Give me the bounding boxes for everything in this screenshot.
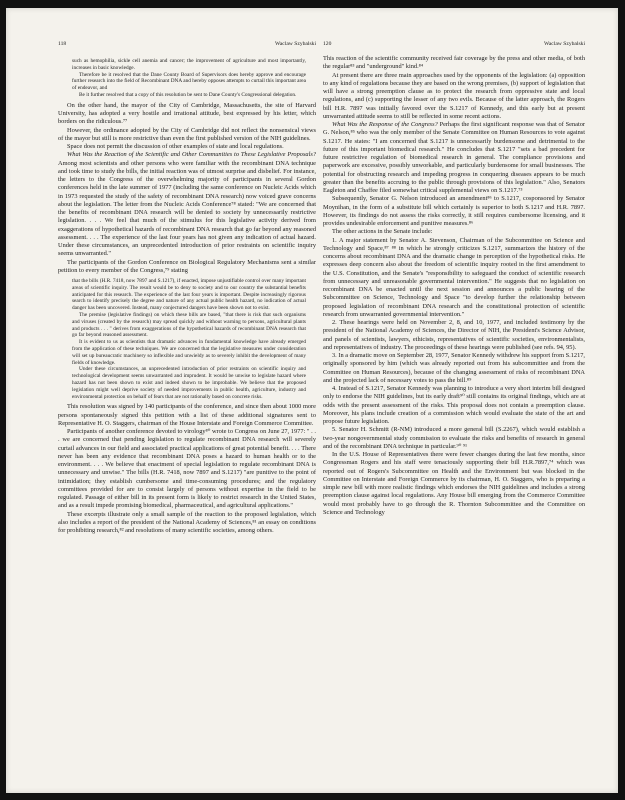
paragraph: 3. In a dramatic move on September 28, 1977, Senator Kennedy withdrew his support from S.1217, originally sponsored by him (which was already reported out from his subcommittee and from the Committee on Human Resources), because of the changing assessment of risks of recombinant DNA and the projected lack of necessary votes to pass the bill.⁸⁹ xyxy=(323,352,585,384)
quote-paragraph: Under these circumstances, an unprecedented introduction of prior restraints on scientific inquiry and technological development seems unwarranted and imprudent. It would be unwise to legislate hazard where hazard has not been shown to exist and indeed shown to be improbable. We believe that the proposed legislation might well deprive society of needed improvements in public health, agriculture, industry and environmental protection on behalf of fears that are not rationally based on concrete risks. xyxy=(72,366,306,400)
paragraph: The other actions in the Senate include: xyxy=(332,228,433,236)
paragraph-with-section-lead xyxy=(323,121,585,195)
paragraph: 1. A major statement by Senator A. Stevenson, Chairman of the Subcommittee on Science and Technology and Space,⁸⁷ ⁸⁸ in which he strongly criticizes S.1217, summarizes the history of the concerns about recombinant DNA and the dramatic change in perception of the hypothetical risks. He expresses deep concern also about the freedom of scientific inquiry rooted in the first amendment to the U.S. Constitution, and the Senate's "responsibility to safeguard the conduct of scientific research from unnecessary and unreasonable governmental intervention." He suggests that no legislation on recombinant DNA be enacted until the next session and announces a public hearing of the Subcommittee on Science, Technology and Space "to develop further the relationship between proposed legislation of recombinant DNA research and the constitutional protection of scientific research from unwarranted governmental intervention." xyxy=(323,236,585,318)
section-heading-inline: What Was the Response of the Congress? xyxy=(332,121,438,128)
paragraph-with-section-lead xyxy=(58,151,316,258)
quote-paragraph: that the bills (H.R. 7418, now 7897 and S.1217), if enacted, impose unjustifiable control over many important areas of scientific inquiry. The result would be to deny to society and to our country the substantial benefits anticipated for this research. The experience of the last four years is important. Despite increasingly rigorous search to identify precisely the degree and nature of any actual public health hazard, no indication of actual danger has been uncovered. Instead, many conjectured dangers have been shown not to exist. xyxy=(72,278,306,312)
paragraph: However, the ordinance adopted by the City of Cambridge did not reflect the nonsensical views of the mayor but still is more restrictive than even the first published version of the NIH guidelines. xyxy=(58,126,316,142)
quote-paragraph: such as hemophilia, sickle cell anemia and cancer; the improvement of agriculture and most importantly, increases in basic knowledge. xyxy=(72,58,306,71)
paragraph-text: Perhaps the first significant response was that of Senator G. Nelson,⁸⁵ who was the only member of the Senate Committee on Human Resources to vote against S.1217. He states: "I am concerned that S.1217 is unnecessarily burdensome and detrimental to the future of this important biomedical research." He concludes that S.1217 "sets a bad precedent for future restrictive regulation of biomedical research in general. The compliance provisions and paperwork are excessive, possibly unworkable, and particularly burdensome for small businesses. The potential for obstructing research and impeding progress in conquering diseases appears to be much greater than the benefits accruing to the public through provisions of this legislation." Also, Senators Eagleton and Chaffee filed somewhat critical supplemental views on S.1217.⁷³ xyxy=(323,121,585,194)
right-page-body xyxy=(323,55,585,779)
right-page-header xyxy=(323,41,585,49)
block-quote xyxy=(72,58,306,99)
paragraph: Subsequently, Senator G. Nelson introduced an amendment⁸⁶ to S.1217, cosponsored by Senator Moynihan, in the form of a substitute bill which certainly is superior to both S.1217 and H.R. 7897. However, its findings do not assess the risks correctly, it still requires cumbersome licensing, and it provides undesirable enforcement and punitive measures.⁸⁶ xyxy=(323,195,585,227)
left-page xyxy=(58,8,316,793)
left-page-header xyxy=(58,41,316,49)
paragraph: This reaction of the scientific community received fair coverage by the press and other media, of both the regular⁸³ and "underground" kind.⁸⁴ xyxy=(323,55,585,71)
paragraph: The participants of the Gordon Conference on Biological Regulatory Mechanisms sent a similar petition to every member of the Congress,⁷⁹ stating xyxy=(58,258,316,274)
left-page-number: 118 xyxy=(58,41,67,47)
book-spread xyxy=(6,8,618,793)
right-page-number: 120 xyxy=(323,41,332,47)
quote-paragraph: Therefore be it resolved that the Dane County Board of Supervisors does hereby approve and encourage further research into the field of Recombinant DNA and hereby opposes attempts to curtail this important area of endeavor, and xyxy=(72,71,306,92)
quote-paragraph: Be it further resolved that a copy of this resolution be sent to Dane County's Congressional delegation. xyxy=(79,91,297,98)
paragraph: Participants of another conference devoted to virology⁸⁰ wrote to Congress on June 27, 1977: " . . . we are concerned that pending legislation to regulate recombinant DNA research will severely curtail advances in our field and associated practical applications of great potential benefit. . . . There never has been any evidence that recombinant DNA poses a hazard to human health or to the environment. . . . We believe that enactment of special legislation to regulate recombinant DNA is unnecessary and unwise." The bills (H.R. 7418, now 7897 and S.1217) "are punitive to the point of intimidation; they establish cumbersome and time-consuming procedures; and the regulatory committees provided for are to consist largely of persons without expertise in the field to be regulated. Passage of either bill in its present form is likely to restrict research in the United States, and as a result impede promising biomedical, pharmaceutical, and agricultural applications." xyxy=(58,428,316,510)
left-page-body xyxy=(58,55,316,779)
block-quote xyxy=(72,278,306,400)
paragraph: These excerpts illustrate only a small sample of the reaction to the proposed legislation, which also includes a report of the president of the National Academy of Sciences,⁸¹ an essay on conditions for prohibiting research,⁸² and resolutions of many scientific societies, among others. xyxy=(58,510,316,535)
paragraph: On the other hand, the mayor of the City of Cambridge, Massachusetts, the site of Harvard University, has adopted a very hostile and irrational attitude, best expressed by his letter, which borders on the ridiculous.⁷⁷ xyxy=(58,101,316,126)
section-heading-inline: What Was the Reaction of the Scientific and Other Communities to These Legislative Proposals? xyxy=(67,151,316,159)
paragraph: Space does not permit the discussion of other examples of state and local regulations. xyxy=(67,143,284,151)
paragraph: At present there are three main approaches used by the opponents of the legislation: (a) opposition to any kind of regulations because they are based on the wrong premises, (b) support of legislation that will have a strong preemption clause as to protect the research from oppressive state and local regulations, and (c) supporting the lesser of any two evils. Because of the latter approach, the Rogers bill H.R. 7897 was initially favored over the S.1217 of Kennedy, and this early but at present unwarranted attitude seems to still be reflected in some recent actions. xyxy=(323,71,585,120)
paragraph: 4. Instead of S.1217, Senator Kennedy was planning to introduce a very short interim bill designed only to endorse the NIH guidelines, but its early draft⁹⁰ still contains its original findings, which are at odds with the present assessment of the risks. This proposal does not contain a preemption clause. Moreover, his plans include creation of a commission which would evaluate the state of the art and propose future legislation. xyxy=(323,385,585,425)
paragraph: 2. These hearings were held on November 2, 8, and 10, 1977, and included testimony by the president of the National Academy of Sciences, the Director of NIH, the President's Science Advisor, and panels of scientists, lawyers, ethicists, representatives of scientific societies, environmentalists, and representatives of industry. The proceedings of these hearings were published (see refs. 94, 95). xyxy=(323,319,585,351)
paragraph: 5. Senator H. Schmitt (R-NM) introduced a more general bill (S.2267), which would establish a two-year nongovernmental study commission to evaluate the risks and benefits of research in general and of the recombinant DNA technique in particular.⁹⁰ ⁹¹ xyxy=(323,426,585,450)
left-running-head: Waclaw Szybalski xyxy=(274,41,316,47)
quote-paragraph: The premise (legislative findings) on which these bills are based, "that there is risk that such organisms and viruses (created by the research) may spread quickly and without warning to persons, agricultural plants and products . . . " derives from exaggerations of the hypothetical hazards of recombinant DNA research that go far beyond reasoned assessment. xyxy=(72,312,306,339)
paragraph: In the U.S. House of Representatives there were fewer changes during the last few months, since Congressman Rogers and his staff were tenaciously supporting their bill H.R.7897,⁷⁴ which was reported out of Rogers's Subcommittee on Health and the Environment but was blocked in the Committee on Interstate and Foreign Commerce by its chairman, H. O. Staggers, who is preparing a simple new bill with more realistic findings which endorses the NIH guidelines and includes a strong preemption clause against local regulations. Any House bill emerging from the Commerce Committee would most probably have to go through the R. Thornton Subcommittee and the Committee on Science and Technology xyxy=(323,451,585,516)
paragraph-text: Among most scientists and other persons who were familiar with the recombinant DNA technique and took time to study the bills, the initial reaction was of utmost surprise and disbelief. For instance, the letters to the Congress of the overwhelming majority of participants in several Gordon conferences held in the late summer of 1977 (including the same conference on Nucleic Acids which in 1973 requested the study of the safety of recombinant DNA research) now voiced grave concerns about the legislation. The letter from the Nucleic Acids Conference⁷⁸ stated: "We are concerned that the benefits of recombinant DNA research will be denied to society by unnecessarily restrictive legislation. . . . We feel that much of the stimulus for this legislative activity derived from exaggerations of hypothetical hazards of recombinant DNA research that go far beyond any reasoned assessment. . . . The experience of the last four years has not given any indication of actual hazard. Under these circumstances, an unprecedented introduction of prior restraints on scientific inquiry seems unwarranted." xyxy=(58,159,316,258)
right-page xyxy=(323,8,585,793)
quote-paragraph: It is evident to us as scientists that dramatic advances in fundamental knowledge have already emerged from the application of these techniques. We are concerned that the legislative measures under consideration will set up bureaucratic machinery so inflexible and unwieldy as to severely inhibit the development of many fields of knowledge. xyxy=(72,339,306,366)
paragraph: This resolution was signed by 140 participants of the conference, and since then about 1000 more persons spontaneously signed this petition with a list of these additional signatures sent to Representative H. O. Staggers, chairman of the House Interstate and Foreign Commerce Committee. xyxy=(58,403,316,427)
right-running-head: Waclaw Szybalski xyxy=(543,41,585,47)
